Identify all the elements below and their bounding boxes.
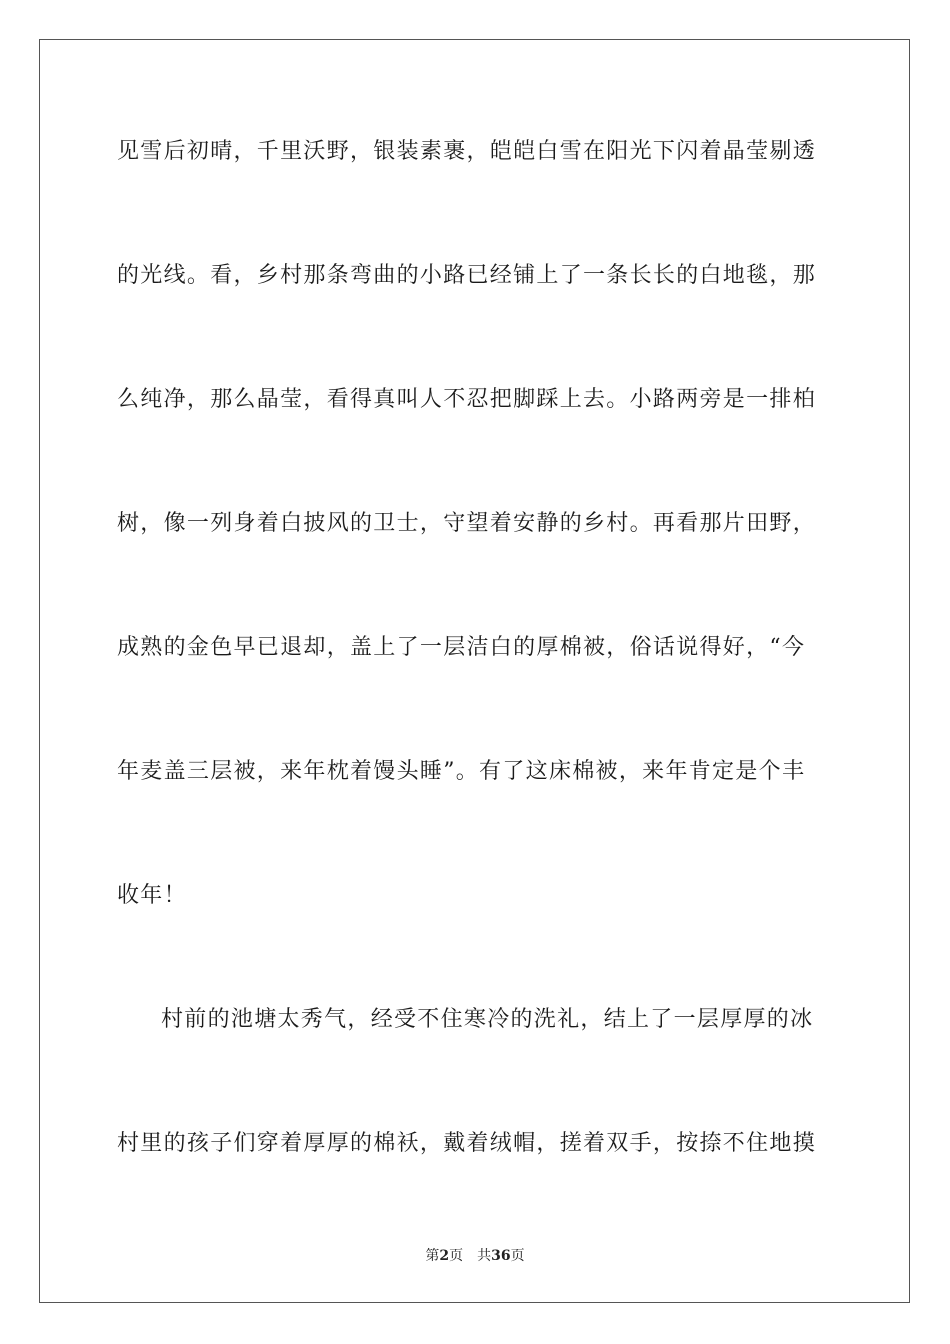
- text-line: 成熟的金色早已退却，盖上了一层洁白的厚棉被，俗话说得好，“今: [117, 635, 806, 660]
- text-line: 收年！: [117, 883, 187, 908]
- total-prefix: 共: [477, 1248, 492, 1264]
- text-line: 村里的孩子们穿着厚厚的棉袄，戴着绒帽，搓着双手，按捺不住地摸: [117, 1131, 817, 1156]
- paragraph-start-line: 村前的池塘太秀气，经受不住寒冷的洗礼，结上了一层厚厚的冰: [161, 1007, 814, 1032]
- page-border: [39, 39, 910, 1303]
- page-prefix: 第: [425, 1248, 440, 1264]
- text-line: 的光线。看，乡村那条弯曲的小路已经铺上了一条长长的白地毯，那: [117, 263, 817, 288]
- text-line: 年麦盖三层被，来年枕着馒头睡”。有了这床棉被，来年肯定是个丰: [117, 759, 806, 784]
- total-suffix: 页: [510, 1248, 525, 1264]
- text-line: 么纯净，那么晶莹，看得真叫人不忍把脚踩上去。小路两旁是一排柏: [117, 387, 817, 412]
- page-suffix: 页: [449, 1248, 464, 1264]
- text-line: 见雪后初晴，千里沃野，银装素裹，皑皑白雪在阳光下闪着晶莹剔透: [117, 139, 817, 164]
- total-pages: 36: [491, 1248, 511, 1264]
- text-line: 树，像一列身着白披风的卫士，守望着安静的乡村。再看那片田野，: [117, 511, 817, 536]
- page-footer: [0, 1246, 950, 1266]
- page-number: 2: [439, 1248, 450, 1264]
